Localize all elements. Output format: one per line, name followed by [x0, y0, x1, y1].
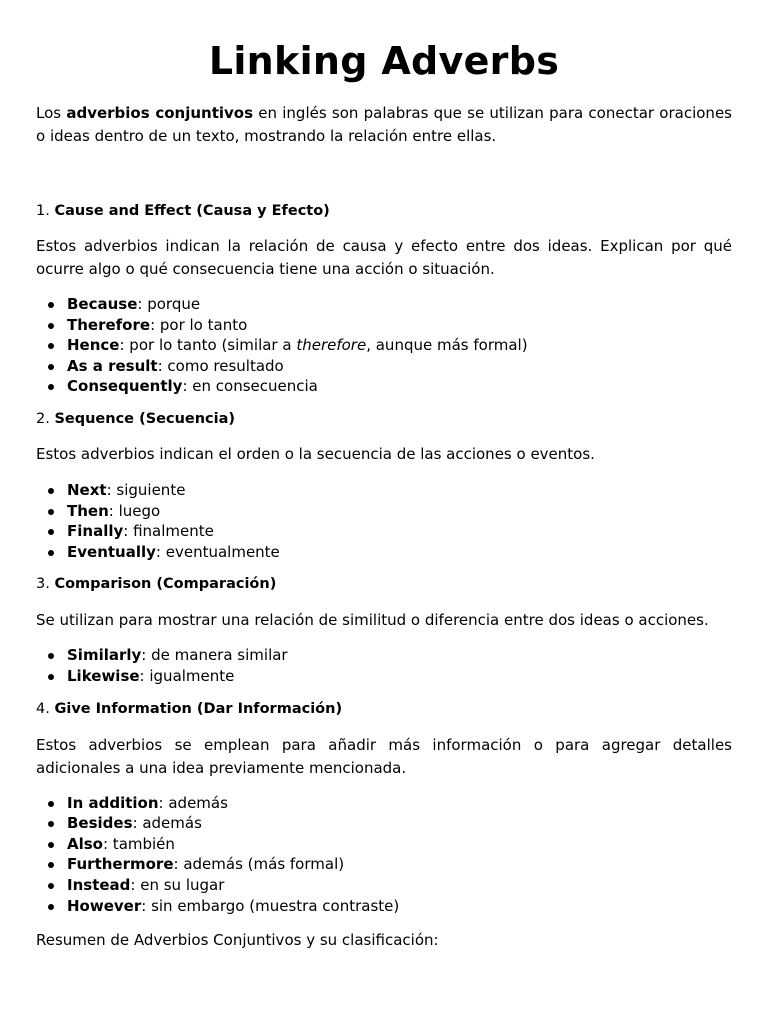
list-item-meaning: : en consecuencia — [182, 377, 318, 396]
section-title: Sequence (Secuencia) — [54, 410, 236, 427]
list-give-information — [36, 793, 732, 917]
bullet-icon — [48, 384, 54, 390]
bullet-icon — [48, 862, 54, 868]
bullet-icon — [48, 653, 54, 659]
list-item-term: Therefore — [67, 315, 151, 334]
section-title: Give Information (Dar Información) — [54, 700, 343, 717]
section-title: Comparison (Comparación) — [54, 576, 277, 593]
list-item-meaning: : finalmente — [123, 522, 214, 541]
list-item-term: Eventually — [67, 542, 156, 561]
list-item-term: Hence — [67, 336, 120, 355]
list-item — [67, 356, 732, 377]
list-item-term: As a result — [67, 356, 158, 375]
list-item-meaning: : además — [158, 793, 228, 812]
bullet-icon — [48, 529, 54, 535]
list-item-meaning: : además (más formal) — [173, 855, 345, 874]
section-number: 1. — [36, 203, 55, 219]
bullet-icon — [48, 488, 54, 494]
bullet-icon — [48, 842, 54, 848]
list-item — [67, 793, 732, 814]
list-comparison — [36, 645, 732, 686]
list-item-term: Similarly — [67, 646, 142, 665]
list-item-meaning: : sin embargo (muestra contraste) — [141, 896, 400, 915]
summary-line: Resumen de Adverbios Conjuntivos y su clasificación: — [36, 931, 439, 950]
section-description-give-information: Estos adverbios se emplean para añadir más información o para agregar detalles adicionales a una idea previamente mencionada. — [36, 735, 732, 777]
list-item — [67, 501, 732, 522]
bullet-icon — [48, 509, 54, 515]
bullet-icon — [48, 821, 54, 827]
list-item — [67, 521, 732, 542]
list-sequence — [36, 480, 732, 562]
list-item — [67, 376, 732, 397]
section-title: Cause and Effect (Causa y Efecto) — [54, 203, 330, 219]
list-item-meaning: : de manera similar — [141, 646, 288, 665]
list-item-term: Consequently — [67, 377, 183, 396]
list-item-term: Finally — [67, 522, 124, 541]
list-item-meaning: : porque — [137, 295, 201, 313]
list-item — [67, 666, 732, 687]
list-item-meaning: : eventualmente — [155, 542, 280, 561]
intro-prefix: Los — [36, 104, 67, 122]
list-item-meaning-italic: therefore — [296, 336, 367, 355]
list-item-meaning: : en su lugar — [130, 875, 225, 894]
bullet-icon — [48, 904, 54, 910]
list-cause-effect — [36, 294, 732, 397]
list-item — [67, 335, 732, 356]
intro-paragraph — [36, 102, 732, 148]
list-item-term: Next — [67, 480, 107, 499]
list-item — [67, 315, 732, 336]
list-item-meaning: , aunque más formal) — [366, 336, 528, 355]
list-item-meaning: : luego — [108, 501, 161, 520]
list-item-meaning: : siguiente — [106, 480, 186, 499]
bullet-icon — [48, 674, 54, 680]
list-item — [67, 896, 732, 917]
bullet-icon — [48, 550, 54, 556]
bullet-icon — [48, 883, 54, 889]
list-item — [67, 854, 732, 875]
section-number: 3. — [36, 576, 55, 593]
intro-suffix: en inglés son palabras que se utilizan para conectar oraciones o ideas dentro de un texto, mostrando la relación entre ellas. — [36, 104, 732, 145]
list-item-meaning: : igualmente — [139, 666, 235, 685]
list-item — [67, 645, 732, 666]
list-item — [67, 834, 732, 855]
page-title: Linking Adverbs — [208, 39, 560, 83]
list-item-term: Besides — [67, 814, 133, 833]
bullet-icon — [48, 364, 54, 370]
list-item-term: However — [67, 896, 142, 915]
section-heading-cause-effect — [36, 200, 732, 222]
bullet-icon — [48, 343, 54, 349]
section-heading-give-information — [36, 698, 732, 720]
list-item-meaning: : por lo tanto — [150, 315, 248, 334]
section-heading-comparison — [36, 573, 732, 595]
list-item — [67, 294, 732, 315]
section-description-sequence: Estos adverbios indican el orden o la secuencia de las acciones o eventos. — [36, 444, 595, 463]
list-item — [67, 875, 732, 896]
list-item-term: Likewise — [67, 666, 140, 685]
list-item-meaning: : también — [102, 834, 175, 853]
bullet-icon — [48, 801, 54, 807]
list-item — [67, 542, 732, 563]
section-description-comparison: Se utilizan para mostrar una relación de similitud o diferencia entre dos ideas o acciones. — [36, 611, 709, 630]
list-item — [67, 480, 732, 501]
list-item-term: Furthermore — [67, 855, 174, 874]
bullet-icon — [48, 302, 54, 308]
list-item — [67, 813, 732, 834]
section-number: 4. — [36, 700, 55, 717]
list-item-term: In addition — [67, 793, 159, 812]
list-item-term: Because — [67, 295, 138, 313]
section-number: 2. — [36, 410, 55, 427]
list-item-meaning: : además — [132, 814, 202, 833]
intro-bold-term: adverbios conjuntivos — [66, 104, 254, 122]
list-item-term: Also — [67, 834, 103, 853]
bullet-icon — [48, 323, 54, 329]
list-item-meaning: : como resultado — [157, 356, 284, 375]
list-item-term: Instead — [67, 875, 131, 894]
list-item-meaning: : por lo tanto (similar a — [119, 336, 297, 355]
section-description-cause-effect: Estos adverbios indican la relación de causa y efecto entre dos ideas. Explican por qué ocurre algo o qué consecuencia tiene una acción o situación. — [36, 237, 732, 278]
list-item-term: Then — [67, 501, 109, 520]
section-heading-sequence — [36, 408, 732, 430]
